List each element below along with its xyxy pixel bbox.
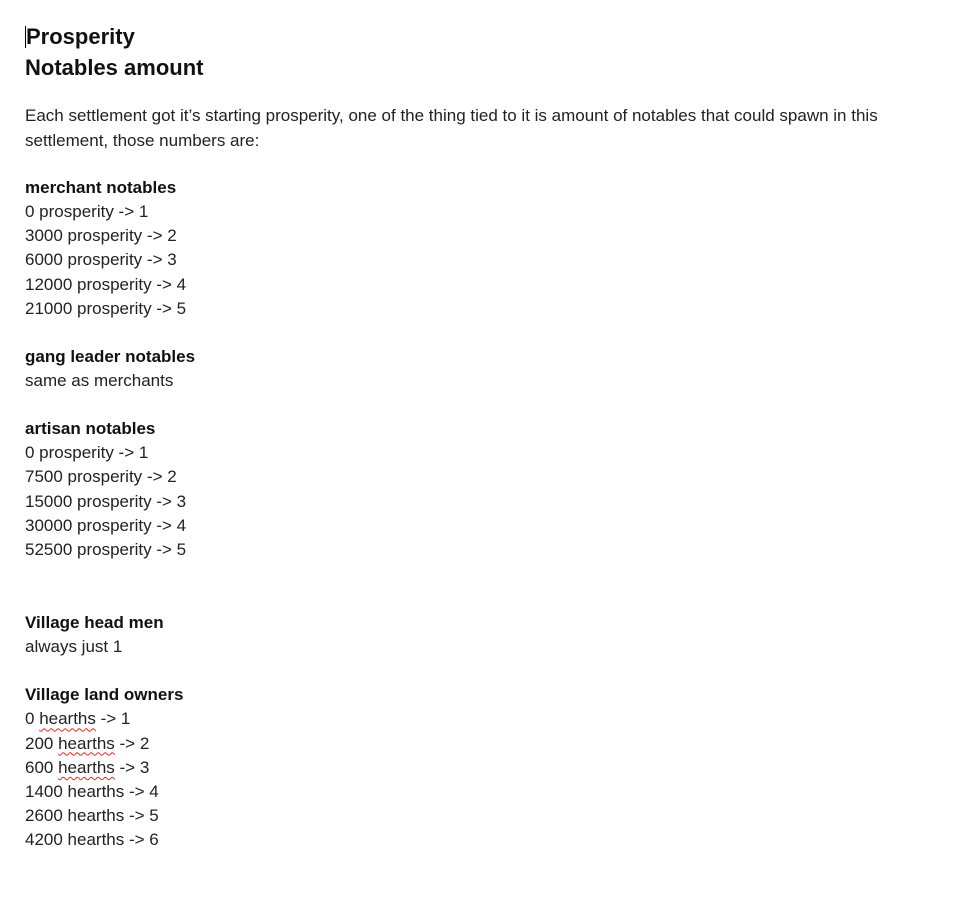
list-item: 3000 prosperity -> 2 <box>25 226 177 246</box>
list-item: 7500 prosperity -> 2 <box>25 467 177 487</box>
list-item: same as merchants <box>25 371 174 391</box>
list-item: 6000 prosperity -> 3 <box>25 250 177 270</box>
section-title: gang leader notables <box>25 347 196 367</box>
list-item: 30000 prosperity -> 4 <box>25 515 187 535</box>
section-village-head-men <box>25 611 935 659</box>
list-item: 12000 prosperity -> 4 <box>25 274 187 294</box>
intro-paragraph: Each settlement got it’s starting prosperity, one of the thing tied to it is amount of notables that could spawn in this settlement, those numbers are: <box>25 106 878 150</box>
section-title: artisan notables <box>25 419 156 439</box>
list-item: 200 hearths -> 2 <box>25 733 150 753</box>
section-title: merchant notables <box>25 178 177 197</box>
list-item: 21000 prosperity -> 5 <box>25 298 187 318</box>
list-item: 0 hearths -> 1 <box>25 709 131 729</box>
section-gang-leader-notables <box>25 345 935 393</box>
section-village-land-owners <box>25 683 935 852</box>
list-item: 0 prosperity -> 1 <box>25 202 149 221</box>
spellcheck-underlined-word[interactable]: hearths <box>58 733 115 753</box>
document-title <box>25 22 935 52</box>
list-item: 0 prosperity -> 1 <box>25 443 149 463</box>
list-item: 2600 hearths -> 5 <box>25 806 159 826</box>
list-item: 1400 hearths -> 4 <box>25 782 159 802</box>
list-item: 4200 hearths -> 6 <box>25 830 159 850</box>
document-body[interactable] <box>25 22 935 877</box>
list-item: 600 hearths -> 3 <box>25 757 150 777</box>
document-subtitle: Notables amount <box>25 55 204 80</box>
list-item: always just 1 <box>25 637 123 657</box>
list-item: 15000 prosperity -> 3 <box>25 491 187 511</box>
section-title: Village head men <box>25 613 164 633</box>
section-artisan-notables <box>25 417 935 562</box>
list-item: 52500 prosperity -> 5 <box>25 540 187 560</box>
spellcheck-underlined-word[interactable]: hearths <box>58 757 115 777</box>
section-merchant-notables <box>25 176 935 321</box>
spellcheck-underlined-word[interactable]: hearths <box>39 709 96 729</box>
title-text: Prosperity <box>26 24 135 49</box>
section-title: Village land owners <box>25 685 184 705</box>
